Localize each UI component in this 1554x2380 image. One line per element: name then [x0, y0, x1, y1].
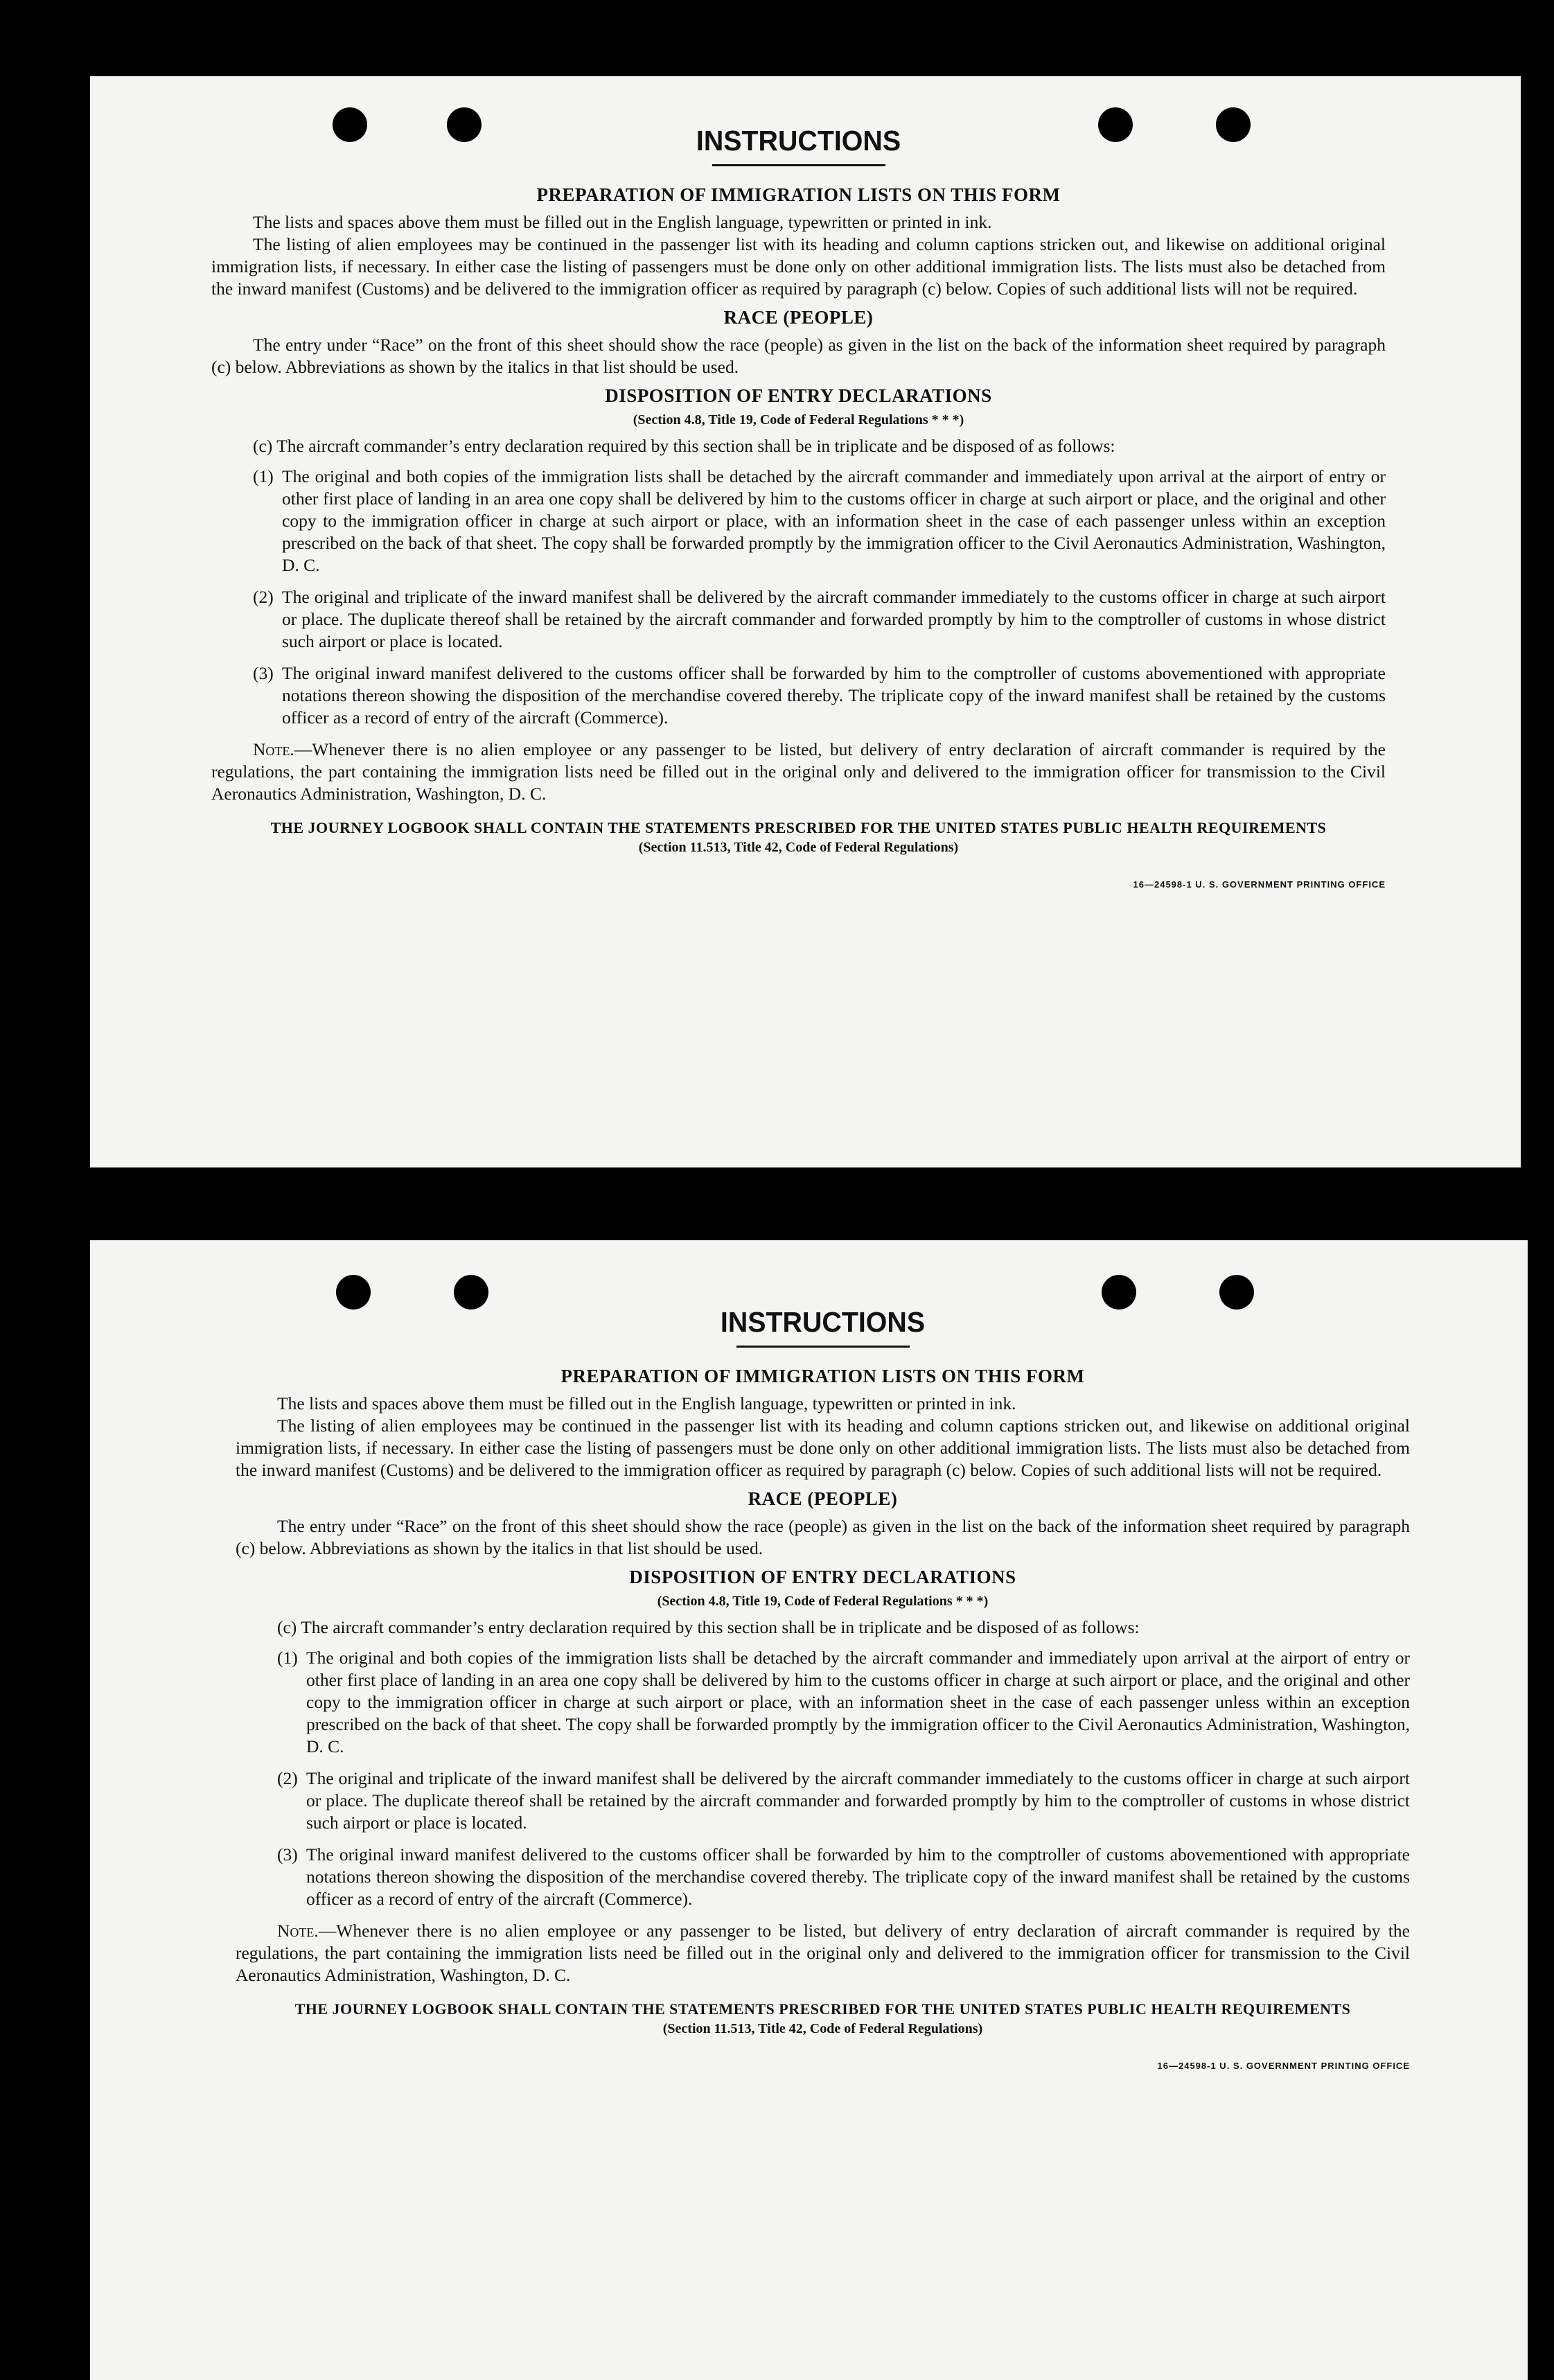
item-text: The original inward manifest delivered to the customs officer shall be forwarded by him to the comptroller of customs abovementioned with appropriate notations thereon showing the disposition of the merchandise covered thereby. The triplicate copy of the inward manifest shall be retained by the customs officer as a record of entry of the aircraft (Commerce).: [306, 1844, 1410, 1909]
instruction-sheet-top: [90, 76, 1521, 1167]
disposition-citation: (Section 4.8, Title 19, Code of Federal Regulations * * *): [657, 1594, 989, 1609]
item-number: (2): [253, 587, 274, 607]
note-text: —Whenever there is no alien employee or any passenger to be listed, but delivery of entry declaration of aircraft commander is required by the regulations, the part containing the immigration lists need be filled out in the original only and delivered to the immigration officer for transmission to the Civil Aeronautics Administration, Washington, D. C.: [236, 1921, 1410, 1985]
printer-imprint: 16—24598-1 U. S. GOVERNMENT PRINTING OFFICE: [1133, 879, 1386, 890]
section-heading-preparation: PREPARATION OF IMMIGRATION LISTS ON THIS FORM: [536, 184, 1061, 205]
instruction-sheet-bottom: [90, 1240, 1528, 2380]
sheet-content: [90, 125, 1521, 890]
punch-hole: [454, 1275, 488, 1310]
closing-statement: THE JOURNEY LOGBOOK SHALL CONTAIN THE STATEMENTS PRESCRIBED FOR THE UNITED STATES PUBLIC HEALTH REQUIREMENTS: [270, 819, 1327, 836]
section-heading-preparation: PREPARATION OF IMMIGRATION LISTS ON THIS FORM: [560, 1366, 1085, 1386]
note-paragraph: [211, 739, 1386, 805]
disposition-citation: (Section 4.8, Title 19, Code of Federal Regulations * * *): [633, 412, 964, 427]
printer-imprint: 16—24598-1 U. S. GOVERNMENT PRINTING OFFICE: [1157, 2061, 1410, 2071]
item-number: (1): [277, 1648, 298, 1668]
item-number: (3): [253, 663, 274, 683]
closing-statement: THE JOURNEY LOGBOOK SHALL CONTAIN THE STATEMENTS PRESCRIBED FOR THE UNITED STATES PUBLIC HEALTH REQUIREMENTS: [294, 2000, 1351, 2018]
page-title: INSTRUCTIONS: [720, 1306, 926, 1338]
sheet-content: [90, 1306, 1528, 2071]
disposition-item: [253, 586, 1386, 653]
item-number: (2): [277, 1768, 298, 1788]
section-heading-race: RACE (PEOPLE): [748, 1488, 898, 1509]
preparation-paragraph-2: The listing of alien employees may be continued in the passenger list with its heading and column captions stricken out, and likewise on additional original immigration lists, if necessary. In either case the listing of passengers must be done only on other additional immigration lists. The lists must also be detached from the inward manifest (Customs) and be delivered to the immigration officer as required by paragraph (c) below. Copies of such additional lists will not be required.: [211, 234, 1386, 299]
page-title: INSTRUCTIONS: [696, 125, 901, 157]
item-text: The original and triplicate of the inward manifest shall be delivered by the aircraft commander immediately to the customs officer in charge at such airport or place. The duplicate thereof shall be retained by the aircraft commander and forwarded promptly by him to the comptroller of customs in whose district such airport or place is located.: [282, 587, 1386, 651]
disposition-item: [253, 466, 1386, 576]
note-label: Note.: [277, 1921, 319, 1941]
note-paragraph: [236, 1920, 1410, 1986]
item-number: (3): [277, 1844, 298, 1865]
title-rule: [736, 1346, 910, 1348]
disposition-intro: (c) The aircraft commander’s entry declaration required by this section shall be in triplicate and be disposed of as follows:: [277, 1617, 1140, 1637]
race-paragraph: The entry under “Race” on the front of this sheet should show the race (people) as given in the list on the back of the information sheet required by paragraph (c) below. Abbreviations as shown by the italics in that list should be used.: [211, 335, 1386, 377]
disposition-item: [277, 1768, 1410, 1834]
item-number: (1): [253, 466, 274, 486]
item-text: The original inward manifest delivered to the customs officer shall be forwarded by him to the comptroller of customs abovementioned with appropriate notations thereon showing the disposition of the merchandise covered thereby. The triplicate copy of the inward manifest shall be retained by the customs officer as a record of entry of the aircraft (Commerce).: [282, 663, 1386, 728]
disposition-intro: (c) The aircraft commander’s entry declaration required by this section shall be in triplicate and be disposed of as follows:: [253, 436, 1115, 456]
disposition-item: [277, 1844, 1410, 1910]
preparation-paragraph-2: The listing of alien employees may be continued in the passenger list with its heading and column captions stricken out, and likewise on additional original immigration lists, if necessary. In either case the listing of passengers must be done only on other additional immigration lists. The lists must also be detached from the inward manifest (Customs) and be delivered to the immigration officer as required by paragraph (c) below. Copies of such additional lists will not be required.: [236, 1416, 1410, 1480]
punch-hole: [336, 1275, 371, 1310]
note-label: Note.: [253, 739, 294, 759]
section-heading-disposition: DISPOSITION OF ENTRY DECLARATIONS: [629, 1567, 1016, 1587]
preparation-paragraph-1: The lists and spaces above them must be filled out in the English language, typewritten or printed in ink.: [277, 1393, 1016, 1413]
item-text: The original and both copies of the immigration lists shall be detached by the aircraft commander and immediately upon arrival at the airport of entry or other first place of landing in an area one copy shall be delivered by him to the customs officer in charge at such airport or place, and the original and other copy to the immigration officer in charge at such airport or place, with an information sheet in the case of each passenger unless within an exception prescribed on the back of that sheet. The copy shall be forwarded promptly by the immigration officer to the Civil Aeronautics Administration, Washington, D. C.: [282, 466, 1386, 575]
race-paragraph: The entry under “Race” on the front of this sheet should show the race (people) as given in the list on the back of the information sheet required by paragraph (c) below. Abbreviations as shown by the italics in that list should be used.: [236, 1516, 1410, 1558]
punch-hole: [1102, 1275, 1136, 1310]
section-heading-race: RACE (PEOPLE): [723, 307, 874, 328]
disposition-item: [277, 1647, 1410, 1758]
item-text: The original and triplicate of the inward manifest shall be delivered by the aircraft commander immediately to the customs officer in charge at such airport or place. The duplicate thereof shall be retained by the aircraft commander and forwarded promptly by him to the comptroller of customs in whose district such airport or place is located.: [306, 1768, 1410, 1833]
closing-citation: (Section 11.513, Title 42, Code of Federal Regulations): [638, 840, 959, 855]
title-rule: [712, 164, 885, 166]
note-text: —Whenever there is no alien employee or any passenger to be listed, but delivery of entry declaration of aircraft commander is required by the regulations, the part containing the immigration lists need be filled out in the original only and delivered to the immigration officer for transmission to the Civil Aeronautics Administration, Washington, D. C.: [211, 739, 1386, 804]
disposition-item: [253, 662, 1386, 729]
item-text: The original and both copies of the immigration lists shall be detached by the aircraft commander and immediately upon arrival at the airport of entry or other first place of landing in an area one copy shall be delivered by him to the customs officer in charge at such airport or place, and the original and other copy to the immigration officer in charge at such airport or place, with an information sheet in the case of each passenger unless within an exception prescribed on the back of that sheet. The copy shall be forwarded promptly by the immigration officer to the Civil Aeronautics Administration, Washington, D. C.: [306, 1648, 1410, 1756]
punch-hole: [1219, 1275, 1254, 1310]
preparation-paragraph-1: The lists and spaces above them must be filled out in the English language, typewritten or printed in ink.: [253, 212, 992, 232]
section-heading-disposition: DISPOSITION OF ENTRY DECLARATIONS: [605, 385, 992, 406]
closing-citation: (Section 11.513, Title 42, Code of Federal Regulations): [662, 2021, 983, 2036]
